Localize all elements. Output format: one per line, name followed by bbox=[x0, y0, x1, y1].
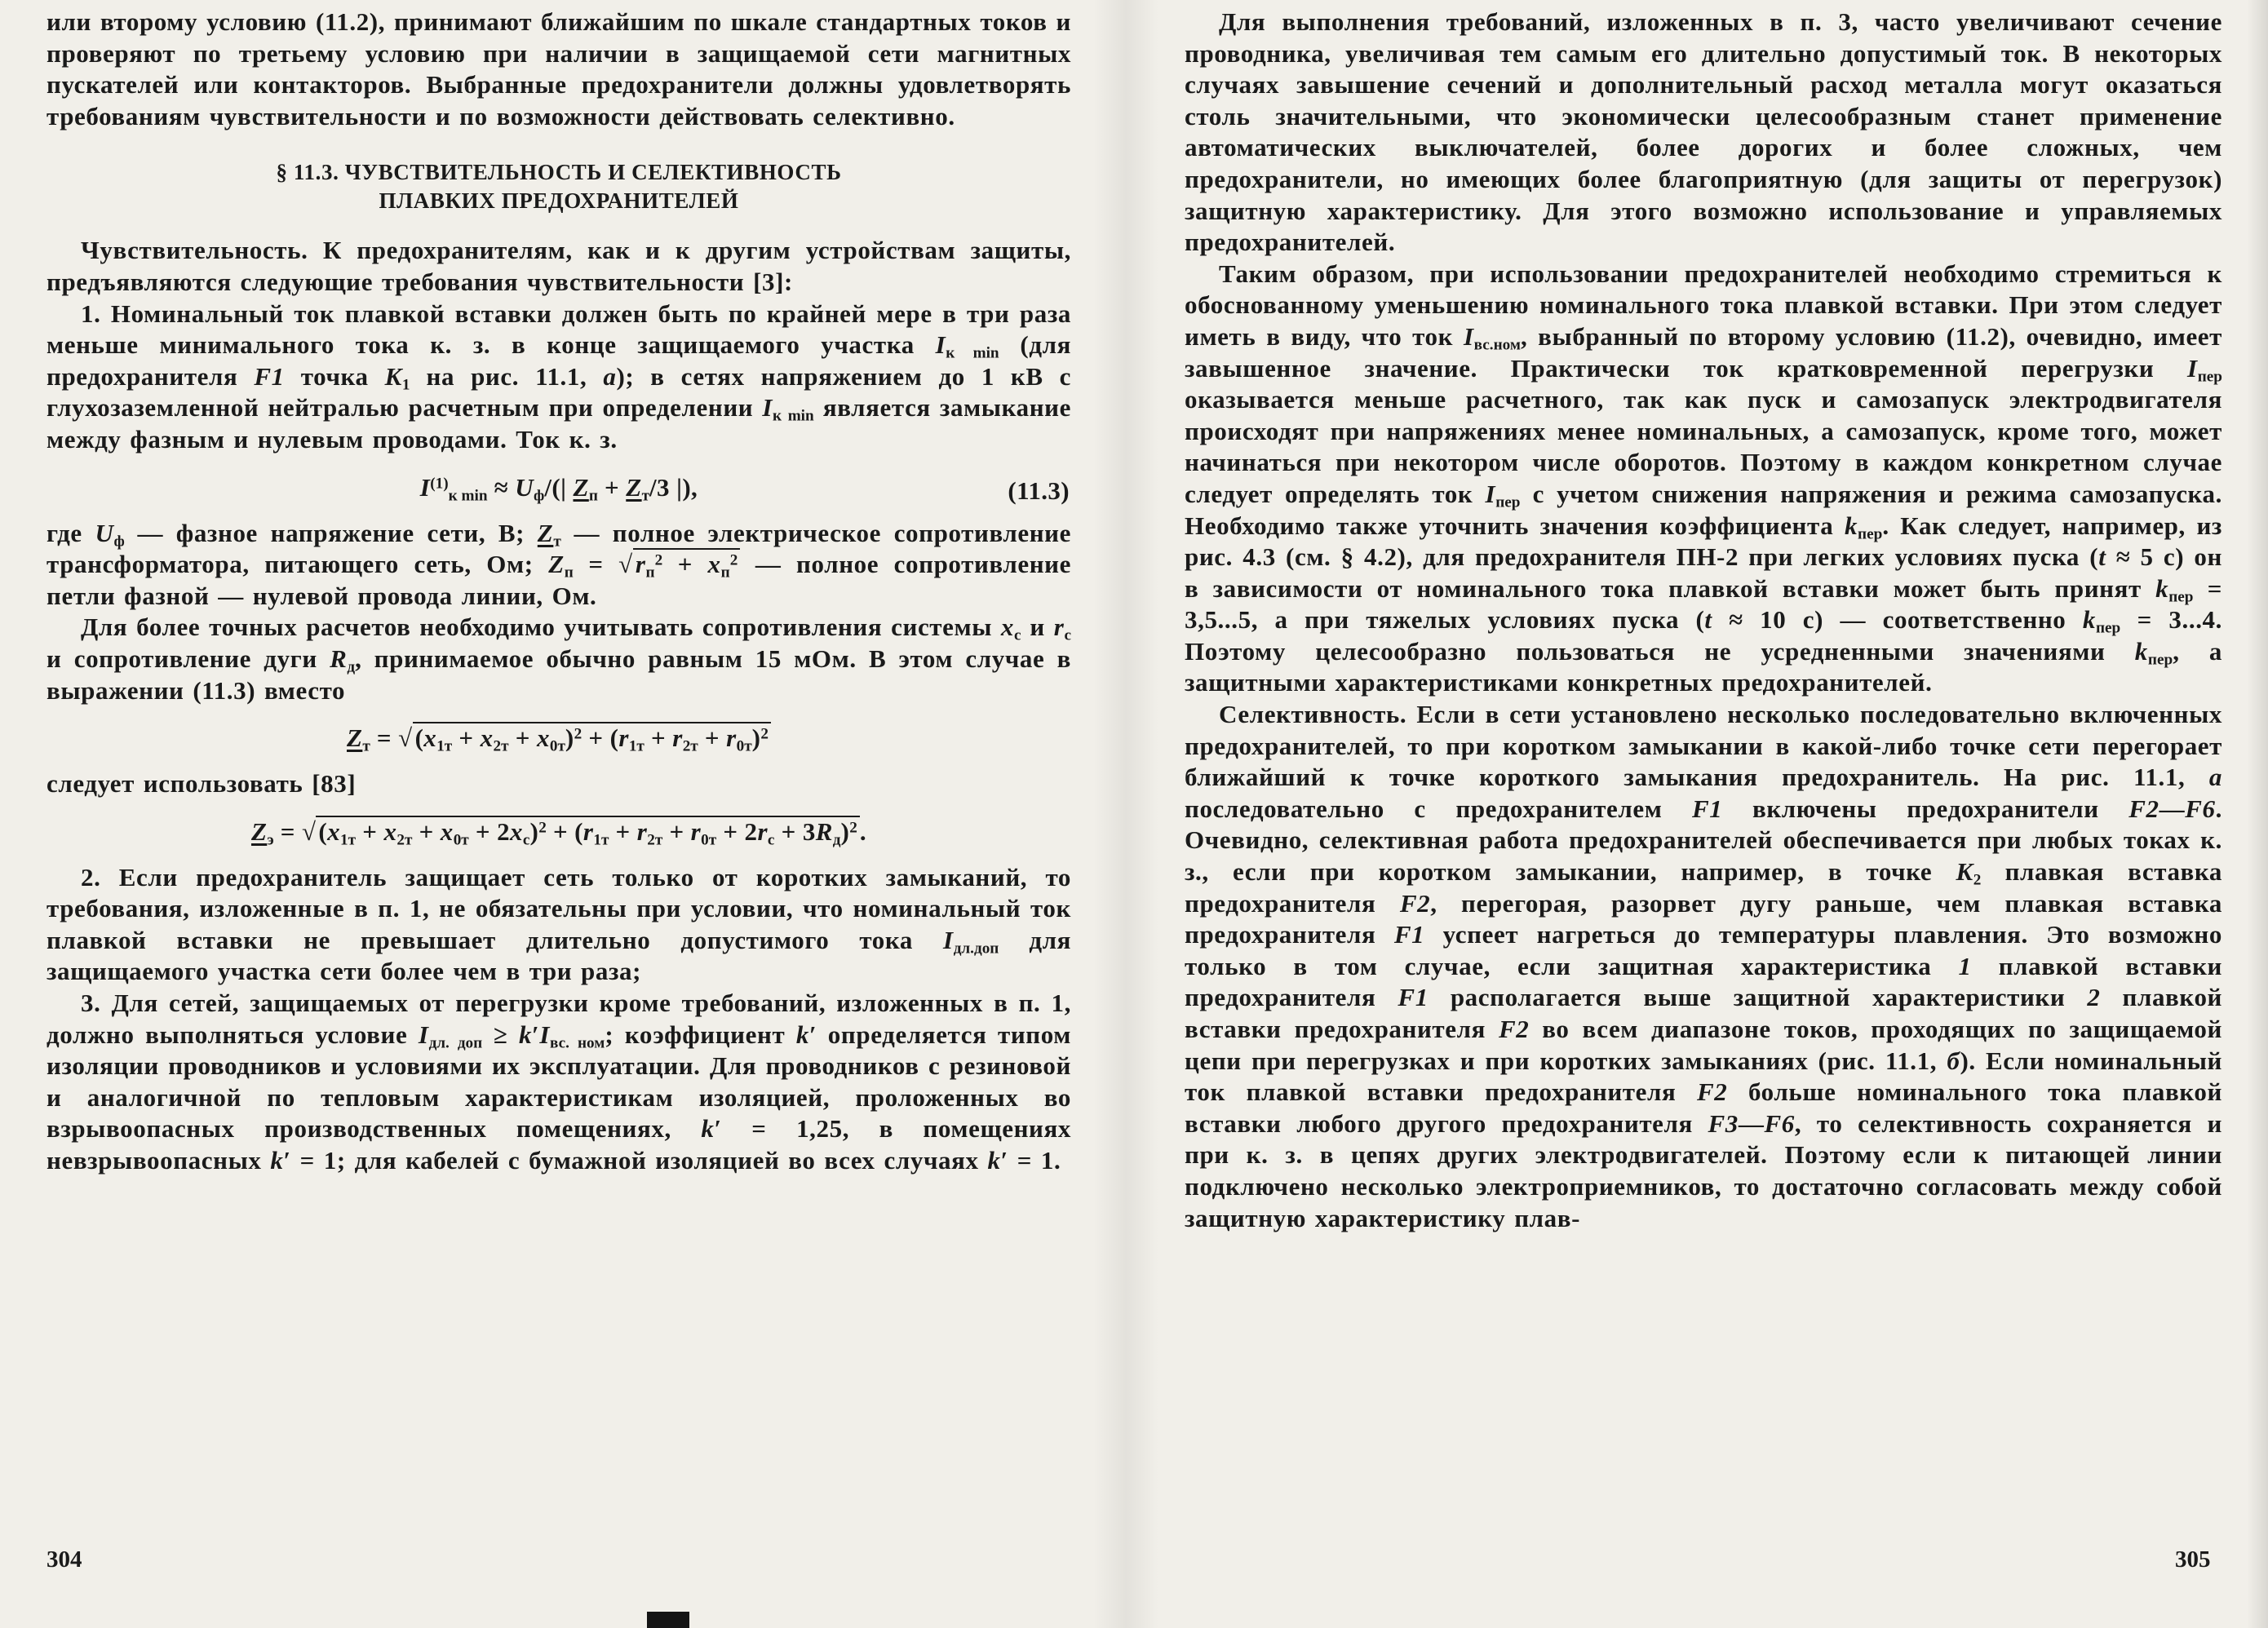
paragraph-selectivity-lead: Селективность. Если в сети установлено несколько последовательно включенных предохранителей, то при коротком замыкании в какой-либо точке сети перегорает ближайший к точке короткого замыкания предохранитель. На рис. 11.1, а последовательно с предохранителем F1 включены предохранители F2—F6. Очевидно, селективная работа предохранителей обеспечивается при любых токах к. з., если при коротком замыкании, например, в точке $K_2$ плавкая вставка предохранителя F2, перегорая, разорвет дугу раньше, чем плавкая вставка предохранителя F1 успеет нагреться до температуры плавления. Это возможно только в том случае, если защитная характеристика 1 плавкой вставки предохранителя F1 располагается выше защитной характеристики 2 плавкой вставки предохранителя F2 во всем диапазоне токов, проходящих по защищаемой цепи при перегрузках и при коротких замыканиях (рис. 11.1, б). Если номинальный ток плавкой вставки предохранителя F2 больше номинального тока плавкой вставки любого другого предохранителя F3—F6, то селективность сохраняется и при к. з. в цепях других электродвигателей. Поэтому если к питающей линии подключено несколько электроприемников, то достаточно согласовать между собой защитную характеристику плав- bbox=[1185, 700, 2223, 1232]
right-page bbox=[1185, 7, 2222, 1234]
section-heading-line1: § 11.3. ЧУВСТВИТЕЛЬНОСТЬ И СЕЛЕКТИВНОСТЬ bbox=[276, 160, 842, 185]
formula-11-3 bbox=[47, 469, 1071, 507]
paragraph-requirements-fulfilment: Для выполнения требований, изложенных в п. 3, часто увеличивают сечение проводника, увеличивая тем самым его длительно допустимый ток. В некоторых случаях завышение сечений и дополнительный расход металла могут оказаться столь значительными, что экономически целесообразным станет применение автоматических выключателей, более дорогих и более сложных, чем предохранители, но имеющих более благоприятную (для защиты от перегрузок) защитную характеристику. Для этого возможно использование и управляемых предохранителей. bbox=[1185, 7, 2222, 257]
formula-11-3-expression: $I^{(1)}_{к min} \approx U_ф/(|$ $Z_п + Z_т/3$ |), bbox=[419, 472, 698, 504]
scan-artifact-mark bbox=[647, 1612, 689, 1628]
section-heading bbox=[79, 158, 1039, 215]
left-page bbox=[47, 7, 1071, 1177]
section-heading-line2: ПЛАВКИХ ПРЕДОХРАНИТЕЛЕЙ bbox=[379, 188, 739, 214]
paragraph-requirement-1: 1. Номинальный ток плавкой вставки должен быть по крайней мере в три раза меньше минимального тока к. з. в конце защищаемого участка $I_{к min}$ (для предохранителя F1 точка $K_1$ на рис. 11.1, а); в сетях напряжением до 1 кВ с глухозаземленной нейтралью расчетным при определении $I_{к min}$ является замыкание между фазным и нулевым проводами. Ток к. з. bbox=[47, 299, 1072, 453]
equation-number-11-3: (11.3) bbox=[1008, 476, 1070, 505]
paragraph-sensitivity-lead: Чувствительность. К предохранителям, как и к другим устройствам защиты, предъявляются следующие требования чувствительности [3]: bbox=[47, 236, 1071, 296]
formula-ze-expression: $Z_э = √(x_{1т} + x_{2т} + x_{0т} + 2x_с)^2 + (r_{1т} + r_{2т} + r_{0т} + 2r_с + 3R_д)^2$. bbox=[250, 816, 867, 849]
formula-ze bbox=[47, 813, 1071, 851]
formula-zt bbox=[47, 719, 1071, 757]
paragraph-thus-nominal-current: Таким образом, при использовании предохранителей необходимо стремиться к обоснованному уменьшению номинального тока плавкой вставки. При этом следует иметь в виду, что ток $I_{вс.ном}$, выбранный по второму условию (11.2), очевидно, имеет завышенное значение. Практически ток кратковременной перегрузки $I_{пер}$ оказывается меньше расчетного, так как пуск и самозапуск электродвигателя происходят при напряжениях менее номинальных, а самозапуск, кроме того, может начинаться при некотором числе оборотов. Поэтому в каждом конкретном случае следует определять ток $I_{пер}$ с учетом снижения напряжения и режима самозапуска. Необходимо также уточнить значения коэффициента $k_{пер}$. Как следует, например, из рис. 4.3 (см. § 4.2), для предохранителя ПН-2 при легких условиях пуска (t ≈ 5 с) он в зависимости от номинального тока плавкой вставки может быть принят $k_{пер} = 3,5...5$, а при тяжелых условиях пуска (t ≈ 10 с) — соответственно $k_{пер} = 3...4$. Поэтому целесообразно пользоваться не усредненными значениями $k_{пер}$, а защитными характеристиками конкретных предохранителей. bbox=[1185, 259, 2222, 697]
paragraph-where-clause: где $U_ф$ — фазное напряжение сети, В; $Z_т$ — полное электрическое сопротивление трансформатора, питающего сеть, Ом; $Z_п = √r_п^2 + x_п^2$ — полное сопротивление петли фазной — нулевой провода линии, Ом. bbox=[47, 518, 1072, 610]
page-gutter-shadow bbox=[1093, 0, 1158, 1628]
paragraph-use-reference: следует использовать [83] bbox=[47, 769, 357, 799]
scan-edge-shadow bbox=[2247, 0, 2268, 1628]
paragraph-requirement-2: 2. Если предохранитель защищает сеть только от коротких замыканий, то требования, изложенные в п. 1, не обязательны при условии, что номинальный ток плавкой вставки не превышает длительно допустимого тока $I_{дл.доп}$ для защищаемого участка сети более чем в три раза; bbox=[47, 862, 1072, 986]
paragraph-intro-continuation: или второму условию (11.2), принимают ближайшим по шкале стандартных токов и проверяют по третьему условию при наличии в защищаемой сети магнитных пускателей или контакторов. Выбранные предохранители должны удовлетворять требованиям чувствительности и по возможности действовать селективно. bbox=[47, 7, 1071, 131]
formula-zt-expression: $Z_т = √(x_{1т} + x_{2т} + x_{0т})^2 + (r_{1т} + r_{2т} + r_{0т})^2$ bbox=[347, 723, 771, 752]
paragraph-precise-calculations: Для более точных расчетов необходимо учитывать сопротивления системы $x_с$ и $r_с$ и сопротивление дуги $R_д$, принимаемое обычно равным 15 мОм. В этом случае в выражении (11.3) вместо bbox=[47, 613, 1071, 705]
page-number-left: 304 bbox=[47, 1546, 82, 1573]
page-number-right: 305 bbox=[2175, 1546, 2211, 1573]
paragraph-requirement-3: 3. Для сетей, защищаемых от перегрузки кроме требований, изложенных в п. 1, должно выполняться условие $I_{дл. доп} \ge k'I_{вс. ном}$; коэффициент k′ определяется типом изоляции проводников и условиями их эксплуатации. Для проводников с резиновой и аналогичной по тепловым характеристикам изоляцией, проложенных во взрывоопасных производственных помещениях, k′ = 1,25, в помещениях невзрывоопасных k′ = 1; для кабелей с бумажной изоляцией во всех случаях k′ = 1. bbox=[47, 989, 1071, 1175]
